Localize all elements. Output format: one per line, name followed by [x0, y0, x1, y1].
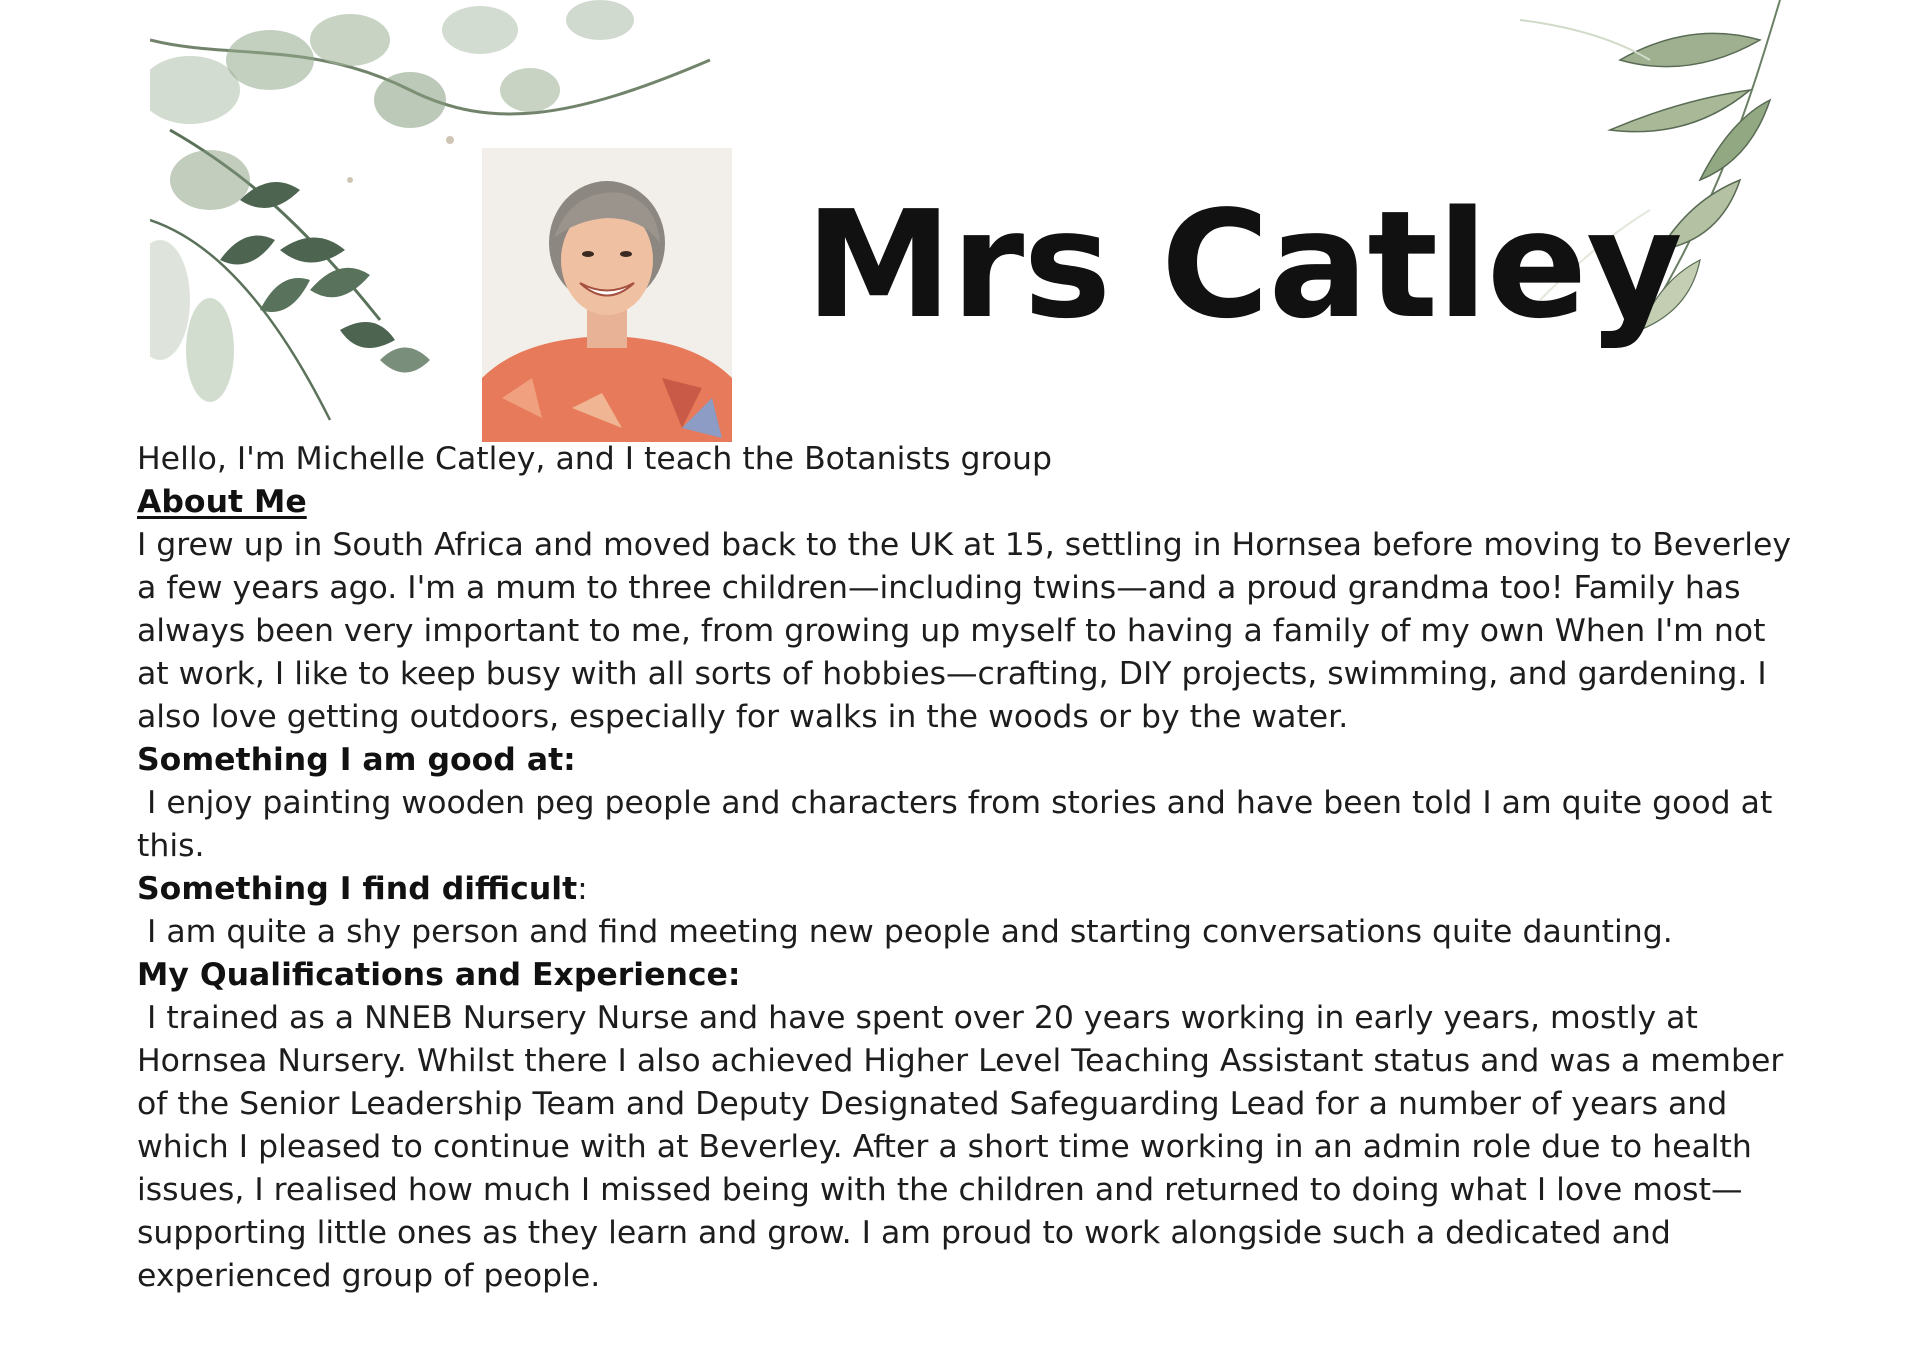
good-at-heading: Something I am good at:	[137, 742, 576, 778]
intro-text: Hello, I'm Michelle Catley, and I teach the Botanists group	[137, 441, 1052, 477]
about-body: I grew up in South Africa and moved back to the UK at 15, settling in Hornsea before moving to Beverley a few years ago. I'm a mum to three children—including twins—and a proud grandma too! Family has always been very important to me, from growing up myself to having a family of my own When I'm not at work, I like to keep busy with all sorts of hobbies—crafting, DIY projects, swimming, and gardening. I also love getting outdoors, especially for walks in the woods or by the water.	[137, 527, 1792, 735]
portrait-photo	[482, 148, 732, 442]
good-at-body: I enjoy painting wooden peg people and characters from stories and have been told I am quite good at this.	[137, 785, 1783, 864]
difficult-heading-line	[137, 868, 1797, 911]
difficult-heading: Something I find difficult	[137, 871, 578, 907]
qualifications-heading: My Qualifications and Experience:	[137, 957, 741, 993]
difficult-colon: :	[577, 871, 588, 907]
about-heading: About Me	[137, 484, 307, 520]
profile-content	[137, 438, 1797, 1298]
difficult-body: I am quite a shy person and find meeting new people and starting conversations quite daunting.	[137, 914, 1673, 950]
qualifications-body: I trained as a NNEB Nursery Nurse and have spent over 20 years working in early years, mostly at Hornsea Nursery. Whilst there I also achieved Higher Level Teaching Assistant status and was a member of the Senior Leadership Team and Deputy Designated Safeguarding Lead for a number of years and which I pleased to continue with at Beverley. After a short time working in an admin role due to health issues, I realised how much I missed being with the children and returned to doing what I love most—supporting little ones as they learn and grow. I am proud to work alongside such a dedicated and experienced group of people.	[137, 1000, 1794, 1294]
page-title: Mrs Catley	[805, 179, 1682, 351]
